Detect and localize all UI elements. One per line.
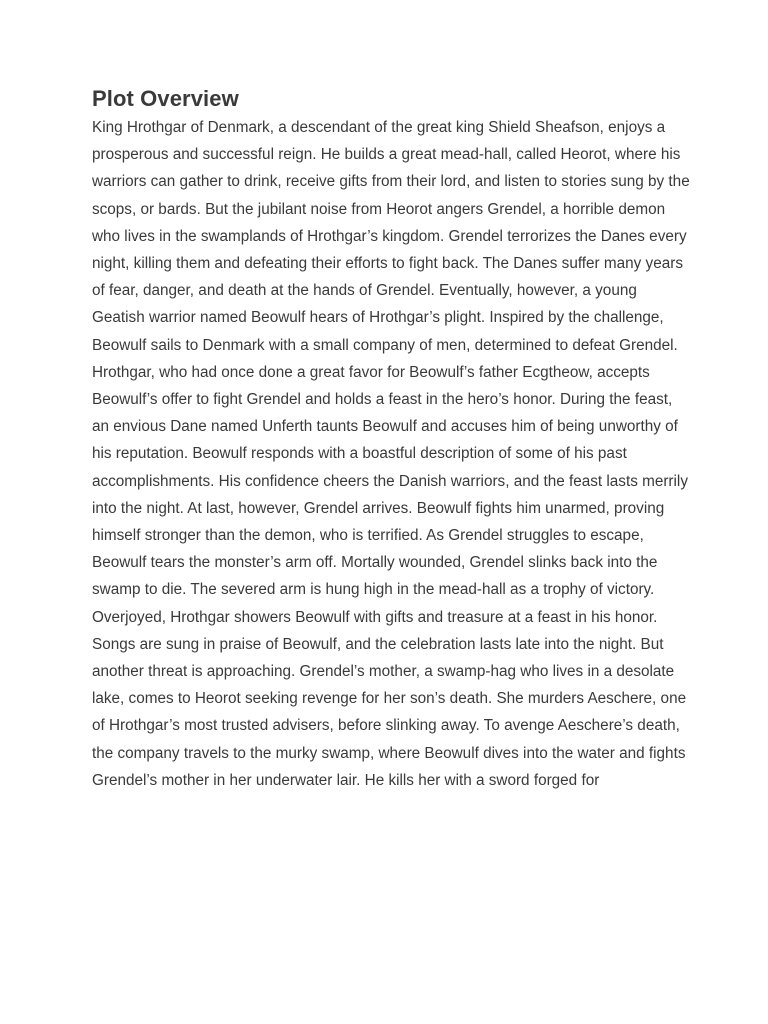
paragraph-2: Hrothgar, who had once done a great favor for Beowulf’s father Ecgtheow, accepts Beowulf’s offer to fight Grendel and holds a feast in the hero’s honor. During the feast, an envious Dane named Unferth taunts Beowulf and accuses him of being unworthy of his reputation. Beowulf responds with a boastful description of some of his past accomplishments. His confidence cheers the Danish warriors, and the feast lasts merrily into the night. At last, however, Grendel arrives. Beowulf fights him unarmed, proving himself stronger than the demon, who is terrified. As Grendel struggles to escape, Beowulf tears the monster’s arm off. Mortally wounded, Grendel slinks back into the swamp to die. The severed arm is hung high in the mead-hall as a trophy of victory. (92, 363, 688, 599)
paragraph-1: King Hrothgar of Denmark, a descendant of the great king Shield Sheafson, enjoys a prosperous and successful reign. He builds a great mead-hall, called Heorot, where his warriors can gather to drink, receive gifts from their lord, and listen to stories sung by the scops, or bards. But the jubilant noise from Heorot angers Grendel, a horrible demon who lives in the swamplands of Hrothgar’s kingdom. Grendel terrorizes the Danes every night, killing them and defeating their efforts to fight back. The Danes suffer many years of fear, danger, and death at the hands of Grendel. Eventually, however, a young Geatish warrior named Beowulf hears of Hrothgar’s plight. Inspired by the challenge, Beowulf sails to Denmark with a small company of men, determined to defeat Grendel. (92, 119, 690, 354)
paragraph-3: Overjoyed, Hrothgar showers Beowulf with gifts and treasure at a feast in his honor. Songs are sung in praise of Beowulf, and the celebration lasts late into the night. But another threat is approaching. Grendel’s mother, a swamp-hag who lives in a desolate lake, comes to Heorot seeking revenge for her son’s death. She murders Aeschere, one of Hrothgar’s most trusted advisers, before slinking away. To avenge Aeschere’s death, the company travels to the murky swamp, where Beowulf dives into the water and fights Grendel’s mother in her underwater lair. He kills her with a sword forged for (92, 608, 687, 789)
document-page (92, 84, 692, 794)
page-title: Plot Overview (92, 86, 239, 111)
